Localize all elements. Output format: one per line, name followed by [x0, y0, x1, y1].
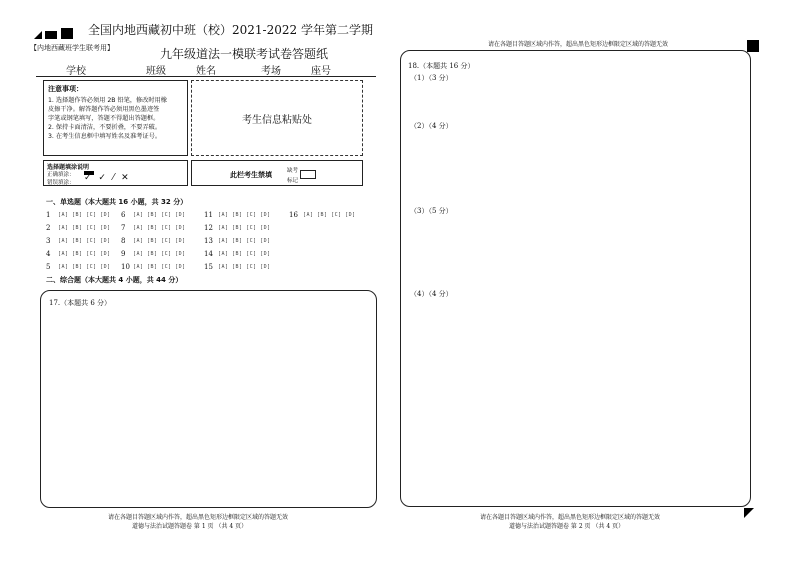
mcq-number: 7	[121, 224, 126, 232]
mcq-number: 13	[204, 237, 213, 245]
mcq-number: 5	[46, 263, 51, 271]
q18-sub-3: （3）（5 分）	[410, 207, 453, 215]
mcq-number: 2	[46, 224, 51, 232]
mcq-options[interactable]: [A] [B] [C] [D]	[218, 238, 271, 244]
mcq-number: 1	[46, 211, 51, 219]
mcq-number: 12	[204, 224, 213, 232]
mcq-number: 16	[289, 211, 298, 219]
footer-page-right: 道德与法治试题答题卷 第 2 页 （共 4 页）	[509, 523, 625, 530]
mcq-row	[121, 237, 186, 245]
mcq-number: 11	[204, 211, 213, 219]
note-line-1: 1. 选择题作答必须用 2B 铅笔，修改时用橡	[48, 97, 167, 104]
absent-label: 缺考	[287, 168, 299, 174]
q18-label: 18.（本题共 16 分）	[408, 62, 475, 70]
mcq-row	[46, 211, 111, 219]
mcq-options[interactable]: [A] [B] [C] [D]	[218, 225, 271, 231]
field-seat[interactable]: 座号	[311, 66, 331, 77]
corner-mark-tl-3	[61, 28, 73, 39]
mcq-row	[204, 250, 271, 258]
mcq-number: 9	[121, 250, 126, 258]
notes-list	[48, 96, 167, 141]
field-room[interactable]: 考场	[261, 66, 281, 77]
mcq-row	[289, 211, 356, 219]
field-name[interactable]: 姓名	[196, 66, 216, 77]
mcq-row	[46, 237, 111, 245]
note-line-4: 2. 保持卡面清洁，不要折叠，不要弄破。	[48, 124, 162, 131]
field-class[interactable]: 班级	[146, 66, 166, 77]
corner-mark-br	[744, 508, 754, 518]
mcq-row	[121, 224, 186, 232]
corner-mark-tl-2	[45, 31, 57, 39]
corner-mark-tl	[34, 31, 42, 39]
fill-guide-box	[43, 160, 188, 186]
section2-title: 二、综合题（本大题共 4 小题，共 44 分）	[46, 276, 183, 284]
mcq-options[interactable]: [A] [B] [C] [D]	[133, 238, 186, 244]
q18-sub-2: （2）（4 分）	[410, 122, 453, 130]
mcq-options[interactable]: [A] [B] [C] [D]	[133, 212, 186, 218]
note-line-3: 字笔或钢笔填写，答题不得超出答题框。	[48, 115, 160, 122]
mcq-row	[121, 211, 186, 219]
section1-title: 一、单选题（本大题共 16 小题，共 32 分）	[46, 198, 188, 206]
mcq-number: 15	[204, 263, 213, 271]
mcq-number: 3	[46, 237, 51, 245]
mcq-row	[204, 237, 271, 245]
mcq-options[interactable]: [A] [B] [C] [D]	[303, 212, 356, 218]
right-top-warning: 请在各题目答题区域内作答，超出黑色矩形边框限定区域的答题无效	[488, 41, 669, 48]
notes-heading: 注意事项：	[48, 85, 83, 93]
corner-mark-tr	[747, 40, 759, 52]
wrong-marks-icon: ✓ ✓ ⁄ ✕	[84, 173, 131, 183]
note-line-2: 皮擦干净。解答题作答必须用黑色墨迹签	[48, 106, 160, 113]
info-fields	[36, 62, 376, 77]
mcq-number: 4	[46, 250, 51, 258]
mcq-number: 10	[121, 263, 130, 271]
q17-label: 17.（本题共 6 分）	[49, 299, 112, 307]
fill-correct-label: 正确填涂：	[47, 172, 75, 178]
footer-warning-right: 请在各题目答题区域内作答，超出黑色矩形边框限定区域的答题无效	[480, 514, 661, 521]
q17-answer-box[interactable]	[40, 290, 377, 508]
q18-answer-box[interactable]	[400, 50, 751, 507]
mcq-row	[121, 263, 186, 271]
mcq-row	[204, 224, 271, 232]
sticker-label: 考生信息粘贴处	[242, 115, 312, 126]
mcq-row	[204, 211, 271, 219]
prohibit-box	[191, 160, 363, 186]
mcq-row	[204, 263, 271, 271]
footer-page-left: 道德与法治试题答题卷 第 1 页 （共 4 页）	[132, 523, 248, 530]
mcq-options[interactable]: [A] [B] [C] [D]	[133, 251, 186, 257]
mcq-row	[46, 263, 111, 271]
mcq-options[interactable]: [A] [B] [C] [D]	[58, 264, 111, 270]
mcq-options[interactable]: [A] [B] [C] [D]	[58, 251, 111, 257]
mcq-options[interactable]: [A] [B] [C] [D]	[133, 225, 186, 231]
mcq-row	[46, 250, 111, 258]
notes-box	[43, 80, 188, 156]
mcq-options[interactable]: [A] [B] [C] [D]	[58, 238, 111, 244]
field-school[interactable]: 学校	[66, 66, 86, 77]
mcq-options[interactable]: [A] [B] [C] [D]	[58, 225, 111, 231]
student-tag: 【内地西藏班学生联考用】	[30, 44, 114, 52]
absent-checkbox[interactable]	[300, 170, 316, 179]
note-line-5: 3. 在考生信息框中填写姓名及准考证号。	[48, 133, 162, 140]
mcq-options[interactable]: [A] [B] [C] [D]	[133, 264, 186, 270]
prohibit-label: 此栏考生禁填	[230, 171, 272, 179]
sticker-area	[191, 80, 363, 156]
fill-guide-heading: 选择题填涂说明	[47, 164, 90, 171]
paper-title: 九年级道法一模联考试卷答题纸	[160, 47, 329, 61]
mcq-number: 8	[121, 237, 126, 245]
footer-warning-left: 请在各题目答题区域内作答，超出黑色矩形边框限定区域的答题无效	[108, 514, 289, 521]
mcq-row	[121, 250, 186, 258]
mcq-options[interactable]: [A] [B] [C] [D]	[218, 264, 271, 270]
mark-label: 标记	[287, 178, 299, 184]
mcq-number: 6	[121, 211, 126, 219]
mcq-options[interactable]: [A] [B] [C] [D]	[218, 251, 271, 257]
fill-wrong-label: 错误填涂：	[47, 180, 75, 186]
q18-sub-1: （1）（3 分）	[410, 74, 453, 82]
mcq-options[interactable]: [A] [B] [C] [D]	[58, 212, 111, 218]
exam-title: 全国内地西藏初中班（校）2021-2022 学年第二学期	[88, 23, 373, 37]
mcq-row	[46, 224, 111, 232]
q18-sub-4: （4）（4 分）	[410, 290, 453, 298]
mcq-number: 14	[204, 250, 213, 258]
mcq-options[interactable]: [A] [B] [C] [D]	[218, 212, 271, 218]
